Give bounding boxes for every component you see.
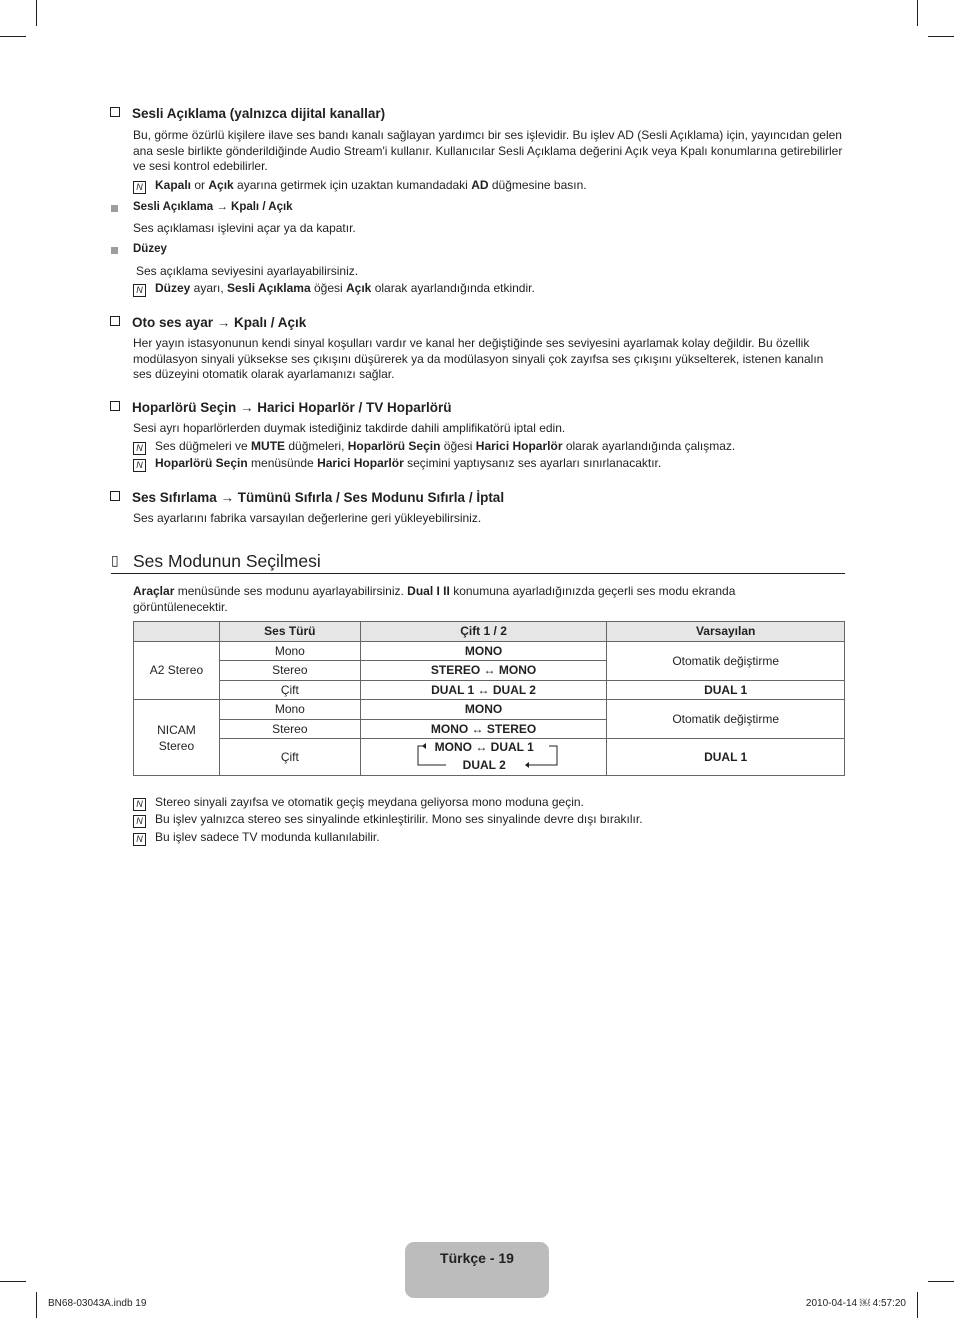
section-heading-audio-description: Sesli Açıklama (yalnızca dijital kanallar): [110, 106, 385, 121]
note-icon: N: [133, 833, 146, 846]
checkbox-bullet-icon: [110, 316, 120, 326]
table-row: [134, 739, 845, 776]
section-body: Bu, görme özürlü kişilere ilave ses bandı kanalı sağlayan yardımcı bir ses işlevidir. Bu işlev AD (Sesli Açıklama) için, yayıncıdan gelen ana sesle birlikte gönderildiğinde Audio Stream'i kullanır. Kullanıcılar Sesli Açıklama değerini Açık veya Kpalı konumlarına getirebilirler ve sesi kontrol edebilirler.: [133, 128, 843, 173]
page-number-tab: [405, 1242, 549, 1298]
default-cell: Otomatik değiştirme: [607, 641, 845, 680]
table-cell: DUAL 1 ↔ DUAL 2: [360, 680, 607, 700]
table-cell: Stereo: [219, 719, 360, 739]
crop-mark: [917, 0, 918, 26]
note-line: N Stereo sinyali zayıfsa ve otomatik geçiş meydana geliyorsa mono moduna geçin.: [133, 795, 584, 811]
note-icon: N: [133, 181, 146, 194]
section-body: Ses ayarlarını fabrika varsayılan değerlerine geri yükleyebilirsiniz.: [133, 511, 482, 525]
crop-mark: [0, 36, 26, 37]
table-cell: MONO ↔ STEREO: [360, 719, 607, 739]
default-cell: DUAL 1: [607, 739, 845, 776]
section-body: Sesi ayrı hoparlörlerden duymak istediğiniz takdirde dahili amplifikatörü iptal edin.: [133, 421, 566, 435]
section-heading-sound-reset: Ses Sıfırlama → Tümünü Sıfırla / Ses Modunu Sıfırla / İptal: [110, 490, 504, 505]
group-label: A2 Stereo: [134, 641, 220, 700]
sub-body: Ses açıklama seviyesini ayarlayabilirsiniz.: [136, 264, 359, 278]
table-cell: Çift: [219, 739, 360, 776]
table-header-row: [134, 622, 845, 642]
note-icon: N: [133, 284, 146, 297]
table-cell: Mono: [219, 641, 360, 661]
sound-mode-table: [133, 621, 845, 776]
dual-line-1: MONO ↔ DUAL 1: [434, 740, 534, 754]
square-bullet-icon: [111, 247, 118, 254]
section-title: Ses Modunun Seçilmesi: [133, 551, 321, 571]
section-heading-auto-volume: Oto ses ayar → Kpalı / Açık: [110, 315, 306, 330]
note-line: N Kapalı or Açık ayarına getirmek için uzaktan kumandadaki AD düğmesine basın.: [133, 178, 587, 194]
table-header: Çift 1 / 2: [360, 622, 607, 642]
subheading: Düzey: [133, 243, 167, 255]
crop-mark: [36, 0, 37, 26]
table-cell: Mono: [219, 700, 360, 720]
table-cell: Stereo: [219, 661, 360, 681]
table-header: Varsayılan: [607, 622, 845, 642]
slug-left: BN68-03043A.indb 19: [48, 1298, 147, 1309]
table-row: [134, 700, 845, 720]
dual-cycle-cell: [360, 739, 607, 776]
checkbox-bullet-icon: [110, 401, 120, 411]
dual-line-2: DUAL 2: [462, 758, 506, 772]
note-icon: N: [133, 798, 146, 811]
section-title-bar: [111, 550, 845, 574]
checkbox-bullet-icon: [110, 491, 120, 501]
note-line: N Düzey ayarı, Sesli Açıklama öğesi Açık olarak ayarlandığında etkindir.: [133, 281, 535, 297]
checkbox-bullet-icon: [110, 107, 120, 117]
table-cell: MONO: [360, 641, 607, 661]
crop-mark: [928, 1281, 954, 1282]
note-icon: N: [133, 459, 146, 472]
section-heading-speaker-select: Hoparlörü Seçin → Harici Hoparlör / TV Hoparlörü: [110, 400, 452, 415]
sub-body: Ses açıklaması işlevini açar ya da kapatır.: [133, 221, 356, 235]
note-line: N Bu işlev sadece TV modunda kullanılabilir.: [133, 830, 380, 846]
note-line: N Hoparlörü Seçin menüsünde Harici Hoparlör seçimini yaptıysanız ses ayarları sınırlanacaktır.: [133, 456, 661, 472]
default-cell: Otomatik değiştirme: [607, 700, 845, 739]
note-line: N Bu işlev yalnızca stereo ses sinyalinde etkinleştirilir. Mono ses sinyalinde devre dışı bırakılır.: [133, 812, 643, 828]
table-header: [134, 622, 220, 642]
note-line: N Ses düğmeleri ve MUTE düğmeleri, Hoparlörü Seçin öğesi Harici Hoparlör olarak ayarlandığında çalışmaz.: [133, 439, 735, 455]
crop-mark: [0, 1281, 26, 1282]
crop-mark: [917, 1292, 918, 1318]
square-bullet-icon: [111, 205, 118, 212]
crop-mark: [928, 36, 954, 37]
subheading: Sesli Açıklama → Kpalı / Açık: [133, 201, 293, 213]
note-icon: N: [133, 815, 146, 828]
section-intro: Araçlar menüsünde ses modunu ayarlayabilirsiniz. Dual I II konumuna ayarladığınızda geçerli ses modu ekranda görüntülenecektir.: [133, 584, 736, 614]
slug-right: 2010-04-14 ￼ 4:57:20: [805, 1298, 906, 1309]
section-marker-icon: ▯: [111, 552, 119, 568]
table-row: [134, 641, 845, 661]
group-label: NICAM Stereo: [134, 700, 220, 776]
default-cell: DUAL 1: [607, 680, 845, 700]
page-label: Türkçe - 19: [440, 1250, 514, 1266]
table-row: [134, 680, 845, 700]
crop-mark: [36, 1292, 37, 1318]
table-header: Ses Türü: [219, 622, 360, 642]
section-body: Her yayın istasyonunun kendi sinyal koşulları vardır ve kanal her değiştiğinde ses seviyesini ayarlamak kolay değildir. Bu özellik modülasyon sinyali yüksekse ses çıkışını düşürerek ya da modülasyon sinyali çok zayıfsa ses çıkışını yükselterek, istenen kanalın ses düzeyini otomatik olarak ayarlamanızı sağlar.: [133, 336, 824, 381]
table-cell: MONO: [360, 700, 607, 720]
note-icon: N: [133, 442, 146, 455]
table-cell: STEREO ↔ MONO: [360, 661, 607, 681]
table-cell: Çift: [219, 680, 360, 700]
